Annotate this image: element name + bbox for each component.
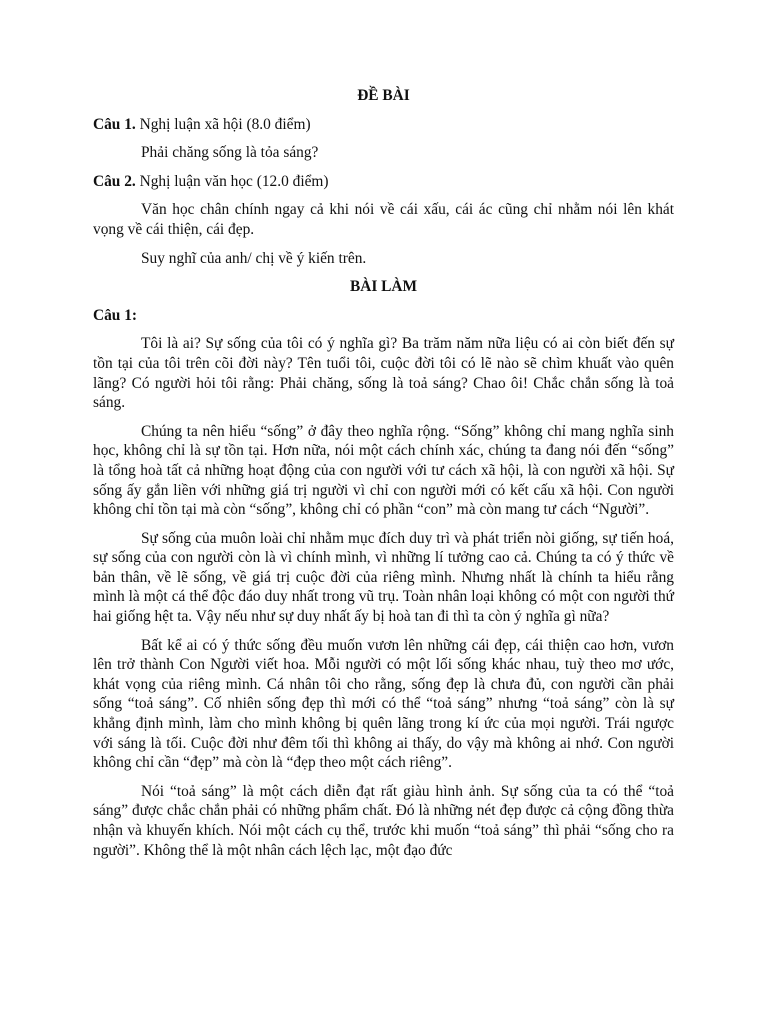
document-page: [93, 86, 674, 869]
answer-title: BÀI LÀM: [349, 278, 418, 296]
answer-label: [93, 306, 674, 326]
paragraph: Sự sống của muôn loài chỉ nhằm mục đích duy trì và phát triển nòi giống, sự tiến hoá, sự sống của con người còn là vì chính mình, vì những lí tưởng cao cả. Chúng ta có ý thức về bản thân, về lẽ sống, về giá trị cuộc đời của riêng mình. Nhưng nhất là chính ta hiểu rằng mình là một cá thể độc đáo duy nhất trong vũ trụ. Toàn nhân loại không có một con người thứ hai giống hệt ta. Vậy nếu như sự duy nhất ấy bị hoà tan đi thì ta còn ý nghĩa gì nữa?: [93, 529, 674, 626]
question-1-text: Nghị luận xã hội (8.0 điểm): [135, 115, 311, 133]
question-2-text: Nghị luận văn học (12.0 điểm): [135, 172, 329, 190]
paragraph: Tôi là ai? Sự sống của tôi có ý nghĩa gì? Ba trăm năm nữa liệu có ai còn biết đến sự tồn tại của tôi trên cõi đời này? Tên tuổi tôi, cuộc đời tôi có lẽ nào sẽ chìm khuất vào quên lãng? Có người hỏi tôi rằng: Phải chăng, sống là toả sáng? Chao ôi! Chắc chắn sống là toả sáng.: [93, 335, 674, 412]
question-2-label: Câu 2.: [93, 172, 136, 190]
question-1-heading: [93, 115, 674, 135]
question-2-heading: [93, 172, 674, 192]
question-2-prompt: Văn học chân chính ngay cả khi nói về cái xấu, cái ác cũng chỉ nhằm nói lên khát vọng về cái thiện, cái đẹp.: [93, 201, 674, 238]
paragraph: Bất kể ai có ý thức sống đều muốn vươn lên những cái đẹp, cái thiện cao hơn, vươn lên trở thành Con Người viết hoa. Mỗi người có một lối sống khác nhau, tuỳ theo mơ ước, khát vọng của riêng mình. Cá nhân tôi cho rằng, sống đẹp là chưa đủ, con người cần phải sống “toả sáng”. Cố nhiên sống đẹp thì mới có thể “toả sáng” nhưng “toả sáng” còn là sự khẳng định mình, làm cho mình không bị quên lãng trong kí ức của mọi người. Trái ngược với sáng là tối. Cuộc đời như đêm tối thì không ai thấy, do vậy mà không ai nhớ. Con người không chỉ cần “đẹp” mà còn là “đẹp theo một cách riêng”.: [93, 636, 674, 772]
question-2-ask: Suy nghĩ của anh/ chị về ý kiến trên.: [141, 249, 367, 267]
paragraph: Nói “toả sáng” là một cách diễn đạt rất giàu hình ảnh. Sự sống của ta có thể “toả sáng” được chắc chắn phải có những phẩm chất. Đó là những nét đẹp được cả cộng đồng thừa nhận và khuyến khích. Nói một cách cụ thể, trước khi muốn “toả sáng” thì phải “sống cho ra người”. Không thể là một nhân cách lệch lạc, một đạo đức: [93, 782, 674, 859]
question-1-label: Câu 1.: [93, 115, 136, 133]
exam-title: ĐỀ BÀI: [357, 87, 410, 104]
question-1-prompt: Phải chăng sống là tỏa sáng?: [141, 144, 319, 162]
paragraph: Chúng ta nên hiểu “sống” ở đây theo nghĩa rộng. “Sống” không chỉ mang nghĩa sinh học, không chỉ là sự tồn tại. Hơn nữa, nói một cách chính xác, chúng ta đang nói đến “sống” là tổng hoà tất cả những hoạt động của con người với tư cách xã hội, là con người xã hội. Sự sống ấy gắn liền với những giá trị người vì chỉ con người mới có kết cấu xã hội. Con người không chỉ tồn tại mà còn “sống”, không chỉ có phần “con” mà còn mang tư cách “Người”.: [93, 422, 674, 519]
answer-label-text: Câu 1:: [93, 306, 138, 324]
